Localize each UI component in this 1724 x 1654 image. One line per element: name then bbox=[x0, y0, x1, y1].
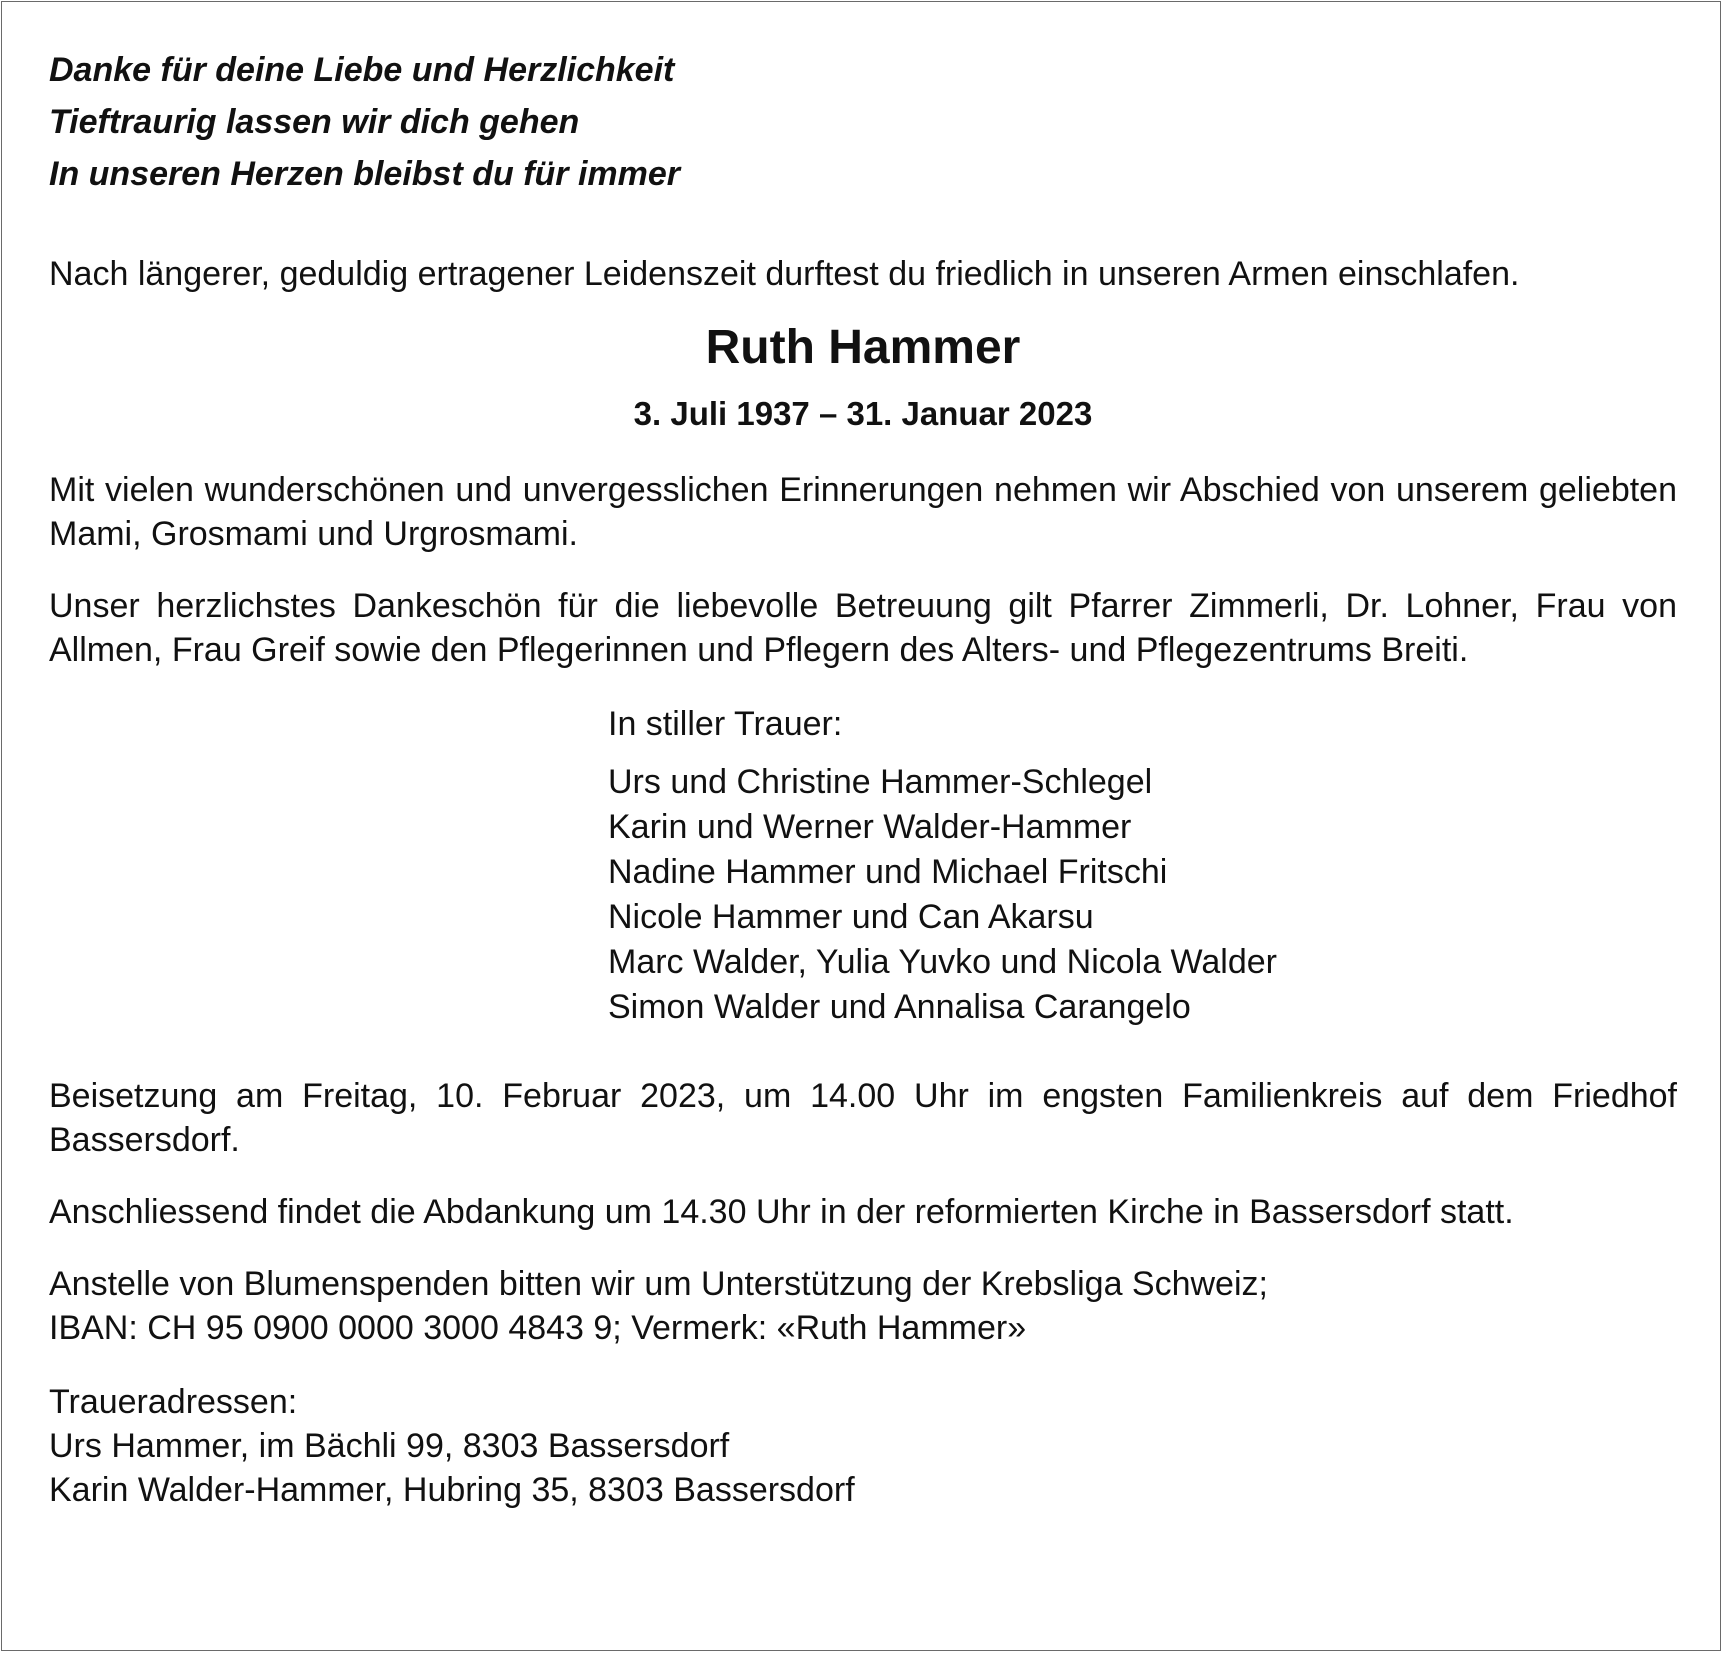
donation-line: Anstelle von Blumenspenden bitten wir um Unterstützung der Krebsliga Schweiz; bbox=[49, 1265, 1268, 1303]
mourner-name: Nicole Hammer und Can Akarsu bbox=[608, 898, 1094, 936]
deceased-name: Ruth Hammer bbox=[705, 321, 1021, 374]
donation-block bbox=[49, 1262, 1677, 1350]
motto-line: Danke für deine Liebe und Herzlichkeit bbox=[49, 51, 675, 89]
mourner-name: Karin und Werner Walder-Hammer bbox=[608, 808, 1132, 846]
intro-text: Nach längerer, geduldig ertragener Leidenszeit durftest du friedlich in unseren Armen einschlafen. bbox=[49, 255, 1520, 293]
service-text: Anschliessend findet die Abdankung um 14.30 Uhr in der reformierten Kirche in Bassersdorf statt. bbox=[49, 1193, 1514, 1231]
address-line: Urs Hammer, im Bächli 99, 8303 Bassersdorf bbox=[49, 1427, 730, 1465]
mourner-name: Urs und Christine Hammer-Schlegel bbox=[608, 763, 1153, 801]
mourner-name: Nadine Hammer und Michael Fritschi bbox=[608, 853, 1168, 891]
farewell-text: Mit vielen wunderschönen und unvergesslichen Erinnerungen nehmen wir Abschied von unserem geliebten Mami, Grosmami und Urgrosmami. bbox=[49, 471, 1677, 553]
address-line: Karin Walder-Hammer, Hubring 35, 8303 Bassersdorf bbox=[49, 1471, 855, 1509]
burial-text: Beisetzung am Freitag, 10. Februar 2023, um 14.00 Uhr im engsten Familienkreis auf dem Friedhof Bassersdorf. bbox=[49, 1077, 1677, 1159]
life-dates: 3. Juli 1937 – 31. Januar 2023 bbox=[633, 395, 1093, 432]
thanks-text: Unser herzlichstes Dankeschön für die liebevolle Betreuung gilt Pfarrer Zimmerli, Dr. Lohner, Frau von Allmen, Frau Greif sowie den Pflegerinnen und Pflegern des Alters- und Pflegezentrums Breiti. bbox=[49, 587, 1677, 669]
motto-line: In unseren Herzen bleibst du für immer bbox=[49, 155, 681, 193]
mourner-name: Marc Walder, Yulia Yuvko und Nicola Walder bbox=[608, 943, 1277, 981]
mourners-intro: In stiller Trauer: bbox=[608, 705, 843, 743]
addresses-block bbox=[49, 1380, 1677, 1512]
addresses-heading: Traueradressen: bbox=[49, 1383, 298, 1421]
motto bbox=[49, 44, 1677, 200]
obituary-notice bbox=[49, 44, 1677, 1512]
donation-iban: IBAN: CH 95 0900 0000 3000 4843 9; Vermerk: «Ruth Hammer» bbox=[49, 1309, 1027, 1347]
motto-line: Tieftraurig lassen wir dich gehen bbox=[49, 103, 580, 141]
mourners-block bbox=[608, 702, 1677, 1030]
mourner-name: Simon Walder und Annalisa Carangelo bbox=[608, 988, 1191, 1026]
